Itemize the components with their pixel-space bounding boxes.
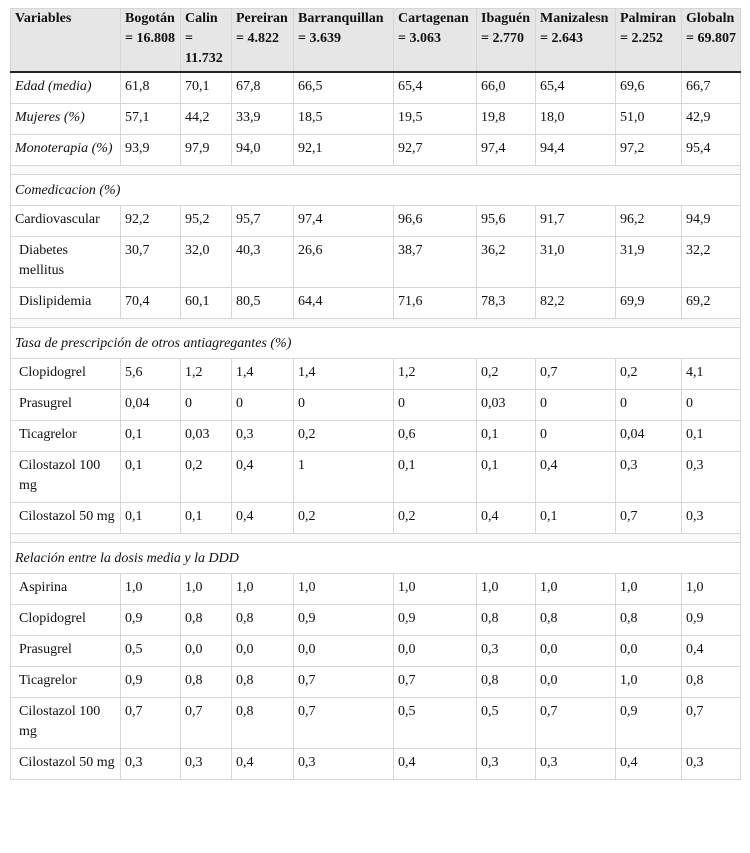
value-cell: 0,03 xyxy=(477,390,536,421)
value-cell: 0,2 xyxy=(294,503,394,534)
value-cell: 92,1 xyxy=(294,135,394,166)
value-cell: 1,0 xyxy=(682,574,741,605)
value-cell: 1,4 xyxy=(232,359,294,390)
value-cell: 0,8 xyxy=(232,698,294,749)
section-header-row xyxy=(11,328,741,359)
value-cell: 0,03 xyxy=(181,421,232,452)
value-cell: 0,7 xyxy=(181,698,232,749)
value-cell: 61,8 xyxy=(121,72,181,104)
column-header-variables: Variables xyxy=(11,9,121,73)
value-cell: 0,5 xyxy=(394,698,477,749)
table-row xyxy=(11,390,741,421)
value-cell: 36,2 xyxy=(477,237,536,288)
spacer-row xyxy=(11,166,741,175)
row-label-cell: Aspirina xyxy=(11,574,121,605)
value-cell: 0 xyxy=(181,390,232,421)
spacer-cell xyxy=(11,534,741,543)
value-cell: 0,4 xyxy=(232,503,294,534)
spacer-row xyxy=(11,319,741,328)
column-header: Cartagenan = 3.063 xyxy=(394,9,477,73)
value-cell: 18,5 xyxy=(294,104,394,135)
value-cell: 0,3 xyxy=(616,452,682,503)
value-cell: 0,4 xyxy=(616,749,682,780)
value-cell: 0,2 xyxy=(616,359,682,390)
value-cell: 0,2 xyxy=(394,503,477,534)
value-cell: 0,04 xyxy=(121,390,181,421)
value-cell: 0,9 xyxy=(294,605,394,636)
section-header-label: Relación entre la dosis media y la DDD xyxy=(11,543,741,574)
value-cell: 0,1 xyxy=(394,452,477,503)
row-label-cell: Ticagrelor xyxy=(11,667,121,698)
value-cell: 0,4 xyxy=(477,503,536,534)
value-cell: 0,3 xyxy=(232,421,294,452)
value-cell: 1,0 xyxy=(232,574,294,605)
row-label-cell: Clopidogrel xyxy=(11,605,121,636)
value-cell: 1,0 xyxy=(394,574,477,605)
value-cell: 69,9 xyxy=(616,288,682,319)
value-cell: 0 xyxy=(294,390,394,421)
value-cell: 0 xyxy=(682,390,741,421)
value-cell: 69,6 xyxy=(616,72,682,104)
value-cell: 0,7 xyxy=(682,698,741,749)
value-cell: 60,1 xyxy=(181,288,232,319)
value-cell: 0,0 xyxy=(536,636,616,667)
value-cell: 97,2 xyxy=(616,135,682,166)
table-row xyxy=(11,574,741,605)
table-row xyxy=(11,636,741,667)
row-label-cell: Cilostazol 100 mg xyxy=(11,698,121,749)
value-cell: 0,6 xyxy=(394,421,477,452)
column-header: Calin = 11.732 xyxy=(181,9,232,73)
value-cell: 42,9 xyxy=(682,104,741,135)
value-cell: 0,1 xyxy=(477,421,536,452)
value-cell: 0 xyxy=(394,390,477,421)
value-cell: 30,7 xyxy=(121,237,181,288)
value-cell: 66,0 xyxy=(477,72,536,104)
value-cell: 0,1 xyxy=(121,452,181,503)
column-header: Bogotán = 16.808 xyxy=(121,9,181,73)
value-cell: 5,6 xyxy=(121,359,181,390)
value-cell: 1,0 xyxy=(616,574,682,605)
value-cell: 65,4 xyxy=(394,72,477,104)
table-row xyxy=(11,749,741,780)
row-label-cell: Cilostazol 50 mg xyxy=(11,503,121,534)
value-cell: 95,2 xyxy=(181,206,232,237)
value-cell: 0,8 xyxy=(181,667,232,698)
value-cell: 67,8 xyxy=(232,72,294,104)
column-header: Barranquillan = 3.639 xyxy=(294,9,394,73)
column-header: Globaln = 69.807 xyxy=(682,9,741,73)
table-row xyxy=(11,72,741,104)
value-cell: 0,1 xyxy=(682,421,741,452)
value-cell: 97,4 xyxy=(477,135,536,166)
value-cell: 0,8 xyxy=(616,605,682,636)
value-cell: 38,7 xyxy=(394,237,477,288)
value-cell: 0,7 xyxy=(616,503,682,534)
table-row xyxy=(11,135,741,166)
value-cell: 0,3 xyxy=(682,452,741,503)
value-cell: 95,6 xyxy=(477,206,536,237)
value-cell: 0,2 xyxy=(477,359,536,390)
value-cell: 1,0 xyxy=(616,667,682,698)
value-cell: 0,3 xyxy=(477,636,536,667)
table-row xyxy=(11,698,741,749)
value-cell: 31,0 xyxy=(536,237,616,288)
column-header: Manizalesn = 2.643 xyxy=(536,9,616,73)
value-cell: 1,0 xyxy=(477,574,536,605)
value-cell: 92,7 xyxy=(394,135,477,166)
value-cell: 0,0 xyxy=(616,636,682,667)
value-cell: 0,4 xyxy=(232,452,294,503)
value-cell: 1 xyxy=(294,452,394,503)
value-cell: 0,0 xyxy=(294,636,394,667)
value-cell: 0,3 xyxy=(477,749,536,780)
value-cell: 0 xyxy=(616,390,682,421)
row-label-cell: Monoterapia (%) xyxy=(11,135,121,166)
value-cell: 0,04 xyxy=(616,421,682,452)
value-cell: 0,3 xyxy=(121,749,181,780)
value-cell: 69,2 xyxy=(682,288,741,319)
value-cell: 93,9 xyxy=(121,135,181,166)
data-table xyxy=(10,8,741,780)
value-cell: 19,5 xyxy=(394,104,477,135)
value-cell: 97,9 xyxy=(181,135,232,166)
value-cell: 1,2 xyxy=(181,359,232,390)
table-header-row xyxy=(11,9,741,73)
value-cell: 91,7 xyxy=(536,206,616,237)
value-cell: 1,0 xyxy=(536,574,616,605)
value-cell: 4,1 xyxy=(682,359,741,390)
row-label-cell: Cilostazol 100 mg xyxy=(11,452,121,503)
value-cell: 0,8 xyxy=(232,667,294,698)
row-label-cell: Cardiovascular xyxy=(11,206,121,237)
value-cell: 95,7 xyxy=(232,206,294,237)
value-cell: 33,9 xyxy=(232,104,294,135)
value-cell: 32,0 xyxy=(181,237,232,288)
value-cell: 0,4 xyxy=(682,636,741,667)
table-body xyxy=(11,72,741,780)
value-cell: 0,0 xyxy=(181,636,232,667)
value-cell: 0,5 xyxy=(477,698,536,749)
table-row xyxy=(11,421,741,452)
value-cell: 0,1 xyxy=(536,503,616,534)
value-cell: 0,4 xyxy=(232,749,294,780)
value-cell: 1,2 xyxy=(394,359,477,390)
column-header: Pereiran = 4.822 xyxy=(232,9,294,73)
value-cell: 0,0 xyxy=(536,667,616,698)
value-cell: 0,8 xyxy=(232,605,294,636)
value-cell: 0 xyxy=(232,390,294,421)
value-cell: 0,3 xyxy=(294,749,394,780)
value-cell: 80,5 xyxy=(232,288,294,319)
column-header: Palmiran = 2.252 xyxy=(616,9,682,73)
table-row xyxy=(11,605,741,636)
value-cell: 0,7 xyxy=(536,359,616,390)
table-row xyxy=(11,503,741,534)
value-cell: 1,0 xyxy=(121,574,181,605)
value-cell: 57,1 xyxy=(121,104,181,135)
value-cell: 92,2 xyxy=(121,206,181,237)
row-label-cell: Prasugrel xyxy=(11,636,121,667)
value-cell: 0,9 xyxy=(682,605,741,636)
spacer-row xyxy=(11,534,741,543)
section-header-row xyxy=(11,543,741,574)
value-cell: 0,3 xyxy=(682,749,741,780)
value-cell: 0,2 xyxy=(294,421,394,452)
table-row xyxy=(11,452,741,503)
value-cell: 0,1 xyxy=(121,421,181,452)
value-cell: 94,0 xyxy=(232,135,294,166)
value-cell: 0,7 xyxy=(294,698,394,749)
value-cell: 0,1 xyxy=(181,503,232,534)
value-cell: 0,7 xyxy=(536,698,616,749)
value-cell: 1,4 xyxy=(294,359,394,390)
value-cell: 70,4 xyxy=(121,288,181,319)
row-label-cell: Prasugrel xyxy=(11,390,121,421)
value-cell: 51,0 xyxy=(616,104,682,135)
value-cell: 32,2 xyxy=(682,237,741,288)
value-cell: 0,8 xyxy=(477,667,536,698)
value-cell: 0,7 xyxy=(294,667,394,698)
section-header-row xyxy=(11,175,741,206)
value-cell: 0 xyxy=(536,421,616,452)
value-cell: 0,3 xyxy=(536,749,616,780)
value-cell: 0,9 xyxy=(616,698,682,749)
section-header-label: Comedicacion (%) xyxy=(11,175,741,206)
column-header: Ibaguén = 2.770 xyxy=(477,9,536,73)
value-cell: 0,9 xyxy=(394,605,477,636)
value-cell: 1,0 xyxy=(181,574,232,605)
value-cell: 0,5 xyxy=(121,636,181,667)
value-cell: 0,9 xyxy=(121,605,181,636)
value-cell: 94,4 xyxy=(536,135,616,166)
value-cell: 0,8 xyxy=(536,605,616,636)
value-cell: 0,7 xyxy=(394,667,477,698)
value-cell: 18,0 xyxy=(536,104,616,135)
value-cell: 0,8 xyxy=(477,605,536,636)
value-cell: 94,9 xyxy=(682,206,741,237)
value-cell: 82,2 xyxy=(536,288,616,319)
value-cell: 64,4 xyxy=(294,288,394,319)
value-cell: 0,9 xyxy=(121,667,181,698)
value-cell: 65,4 xyxy=(536,72,616,104)
value-cell: 26,6 xyxy=(294,237,394,288)
value-cell: 0 xyxy=(536,390,616,421)
value-cell: 95,4 xyxy=(682,135,741,166)
value-cell: 0,1 xyxy=(477,452,536,503)
row-label-cell: Dislipidemia xyxy=(11,288,121,319)
row-label-cell: Ticagrelor xyxy=(11,421,121,452)
spacer-cell xyxy=(11,166,741,175)
value-cell: 31,9 xyxy=(616,237,682,288)
table-row xyxy=(11,237,741,288)
section-header-label: Tasa de prescripción de otros antiagregantes (%) xyxy=(11,328,741,359)
value-cell: 0,3 xyxy=(181,749,232,780)
row-label-cell: Cilostazol 50 mg xyxy=(11,749,121,780)
value-cell: 70,1 xyxy=(181,72,232,104)
table-row xyxy=(11,667,741,698)
row-label-cell: Clopidogrel xyxy=(11,359,121,390)
value-cell: 0,3 xyxy=(682,503,741,534)
value-cell: 0,2 xyxy=(181,452,232,503)
value-cell: 0,0 xyxy=(232,636,294,667)
value-cell: 44,2 xyxy=(181,104,232,135)
table-row xyxy=(11,359,741,390)
value-cell: 0,7 xyxy=(121,698,181,749)
value-cell: 19,8 xyxy=(477,104,536,135)
value-cell: 0,0 xyxy=(394,636,477,667)
value-cell: 96,2 xyxy=(616,206,682,237)
row-label-cell: Edad (media) xyxy=(11,72,121,104)
value-cell: 71,6 xyxy=(394,288,477,319)
value-cell: 66,7 xyxy=(682,72,741,104)
table-row xyxy=(11,288,741,319)
value-cell: 40,3 xyxy=(232,237,294,288)
value-cell: 0,8 xyxy=(181,605,232,636)
table-row xyxy=(11,206,741,237)
value-cell: 0,8 xyxy=(682,667,741,698)
spacer-cell xyxy=(11,319,741,328)
value-cell: 0,1 xyxy=(121,503,181,534)
value-cell: 0,4 xyxy=(394,749,477,780)
value-cell: 97,4 xyxy=(294,206,394,237)
value-cell: 0,4 xyxy=(536,452,616,503)
data-table-container xyxy=(10,8,740,780)
value-cell: 1,0 xyxy=(294,574,394,605)
row-label-cell: Diabetes mellitus xyxy=(11,237,121,288)
value-cell: 66,5 xyxy=(294,72,394,104)
value-cell: 78,3 xyxy=(477,288,536,319)
table-row xyxy=(11,104,741,135)
row-label-cell: Mujeres (%) xyxy=(11,104,121,135)
value-cell: 96,6 xyxy=(394,206,477,237)
